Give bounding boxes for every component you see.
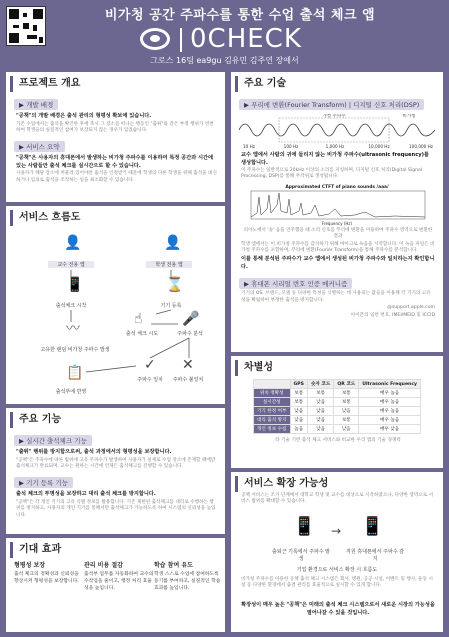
check-start-label: 출석 체크 시도 bbox=[125, 331, 159, 337]
flow-arrows bbox=[6, 206, 225, 404]
frequency-scale bbox=[239, 114, 435, 150]
freq-tick: 1,000 Hz bbox=[325, 144, 345, 149]
expand-note: 비가청 주파수를 이용한 공책 출석 체크 시스템은 회사, 병원, 공공 시설, 이벤트 및 행사, 운동 시설 등 다양한 환경에서 출결 관리를 효율적으로 실시할 수 있게 합니다. bbox=[241, 577, 433, 589]
arrow-caption: 기업 환경으로 서비스 확장 시 흐름도 bbox=[296, 567, 378, 573]
features-card bbox=[6, 408, 225, 534]
spectrum-plot bbox=[245, 183, 429, 227]
device-main: 출석 체크의 투명성을 보장하고 대리 출석 체크를 방지합니다. bbox=[16, 491, 156, 498]
device-label: ▶ 기기 등록 기능 bbox=[14, 477, 73, 488]
check-icon: ✓ bbox=[144, 357, 156, 373]
overview-card bbox=[6, 72, 225, 202]
fft-note: 이를 통해 분석된 주파수가 교수 앱에서 생성된 비가청 주파수와 일치하는지 확인합니다. bbox=[241, 256, 435, 270]
summary-note: 사용자가 해당 장소에 머물러 있어야만 출석을 인정받기 때문에 학생의 다른 학생을 위해 출석을 대신하거나 임의로 출석을 조작하는 일을 최소화할 수 있습니다. bbox=[16, 171, 217, 183]
id-main: 기기의 OS, 브랜드, 모델 등 다양한 특성을 식별하는 데 사용되는 값들을 이용해 각 기기의 고유성을 확립하여 부정한 출석을 방지합니다. bbox=[241, 291, 431, 303]
fourier-label: ▶ 푸리에 변환(Fourier Transform) | 디지털 신호 처리(DSP) bbox=[239, 99, 424, 110]
reflect-label: 출석부에 반영 bbox=[55, 389, 87, 395]
poster-header bbox=[0, 0, 449, 68]
mismatch-label: 주파수 불일치 bbox=[172, 377, 204, 383]
inaudible-label: 비가청 bbox=[402, 114, 416, 119]
expand-closing: 확장성이 매우 높은 "공책"은 미래의 출석 체크 시스템으로서 새로운 시장의 가능성을 열어나갈 수 있을 것입니다. bbox=[241, 602, 435, 616]
professor-icon: 👤 bbox=[64, 235, 82, 251]
cross-icon: ✕ bbox=[182, 357, 194, 373]
checklist-icon: 📋 bbox=[66, 365, 84, 381]
effects-heading: 기대 효과 bbox=[10, 542, 225, 558]
bg-label: ▶ 개발 배경 bbox=[14, 99, 58, 110]
authors-line: 그로스 16팀 ea9gu 김유민 김주연 장예서 bbox=[150, 56, 299, 65]
app-name: 0CHECK bbox=[190, 24, 302, 54]
professor-app-label: 교수 전용 앱 bbox=[48, 261, 94, 268]
expand-heading: 서비스 확장 가능성 bbox=[235, 476, 443, 492]
flow-heading: 서비스 흐름도 bbox=[10, 210, 225, 226]
summary-main: "공책"은 사용자의 휴대폰에서 발생하는 비가청 주파수를 이용하여 특정 공간과 시간에 있는 사람들만 출석 체크를 실시간으로 할 수 있습니다. bbox=[16, 155, 214, 169]
hand-touch-icon: ☝ bbox=[134, 311, 143, 327]
spectrum-xlabel: Frequency (Hz) bbox=[321, 220, 353, 226]
frequency-analysis-label: 주파수 분석 bbox=[177, 331, 203, 337]
audible-label: 가청 주파수 bbox=[322, 114, 346, 119]
office-phone-icon: 📱 bbox=[293, 516, 316, 537]
freq-tick: 100 Hz bbox=[283, 144, 299, 149]
tech-card bbox=[231, 72, 443, 352]
freq-tick: 10 Hz bbox=[242, 144, 256, 149]
left-caption: 출퇴근 기록에서 주파수 발생 bbox=[272, 549, 330, 562]
realtime-main: "출튀" 행위를 방지함으로써, 출석 과정에서의 형평성을 보장합니다. bbox=[16, 449, 172, 455]
table-row: 개인 정보 수집 높음 낮음 낮음 매우 낮음 bbox=[253, 425, 420, 434]
hourglass-icon: ⌛ bbox=[166, 277, 184, 293]
attendance-start-label: 출석체크 시작 bbox=[55, 303, 87, 309]
summary-label: ▶ 서비스 요약 bbox=[14, 141, 65, 152]
realtime-note: "공책"은 주파수에 따른 범위에 고유 주파수가 발생하여 사용자가 실제로 수업 장소에 존재할 때에만 출석체크가 완료되며, 교수는 원하는 시간에 언제든 출석체크를 진행할 수 있습니다. bbox=[16, 457, 216, 469]
diff-caption: 타 기술 기반 출석 체크 서비스와 비교한 우리 앱의 기술 경쟁력 bbox=[275, 438, 401, 443]
bg-note: 기존 수업에서는 출석을 확인한 후에 즉시 그 장소를 떠나는 행동인 "출튀"와 같은 부정 행위가 빈번하여 학생들의 실질적인 참여가 보장되지 않는 경우가 있었습니다. bbox=[16, 121, 214, 133]
microphone-icon: 🎤 bbox=[182, 311, 200, 327]
effect-col-3: 학습 참여 유도 학생 스스로 수업에 참여하도록 동기를 부여하고, 실질적인 학습 효과를 높입니다. bbox=[154, 562, 221, 591]
device-register-label: 기기 등록 bbox=[160, 303, 182, 309]
id-source: @support.apple.com bbox=[387, 305, 435, 311]
freq-tick: 100,000 Hz bbox=[409, 144, 433, 149]
effect-col-2: 관리 비용 절감 출석부 업무를 자동화하여 교수의 수작업을 줄이고, 행정 처리 효율성을 높입니다. bbox=[84, 562, 154, 591]
student-icon: 👤 bbox=[164, 235, 182, 251]
comparison-table: GPS 숫자 코드 QR 코드 Ultrasonic Frequency 위치 정확성 보통 보통 보통 매우 높음 실시간성 보통 낮음 보통 매우 높음 기기 한정 여부 낮음 낮음 낮음 매우 높음 대리 출석 방지 낮음 낮음 보통 매우 높음 개인 정보 수집 높음 낮음 낮음 매우 낮음 bbox=[253, 379, 421, 434]
poster-title: 비가청 공간 주파수를 통한 수업 출석 체크 앱 bbox=[104, 8, 376, 23]
frequency-emit-label: 고유한 랜덤 비가청 주파수 발생 bbox=[40, 347, 110, 353]
emit-note: 이 주파수는 일반적으로 20kHz 이상의 소리를 지칭하며, 디지털 신호 처리(Digital Signal Processing, DSP)를 통해 무작위로 생성됩니다. bbox=[241, 168, 423, 180]
tech-heading: 주요 기술 bbox=[235, 76, 443, 92]
expand-card bbox=[231, 472, 443, 632]
bg-main: "공책"의 개발 배경은 출석 관리의 형평성 확보에 있습니다. bbox=[16, 113, 152, 119]
diff-heading: 차별성 bbox=[235, 360, 443, 376]
id-label: ▶ 휴대폰 시리얼 번호 인증 메커니즘 bbox=[239, 278, 352, 289]
logo-ring-icon bbox=[140, 28, 170, 50]
table-row: 기기 한정 여부 낮음 낮음 낮음 매우 높음 bbox=[253, 407, 420, 416]
record-main: 피아노에서 '솔' 음을 연주했을 때 소리 신호를 푸리에 변환을 이용하여 주파수 영역으로 변환한 결과 bbox=[243, 227, 433, 240]
match-label: 주파수 일치 bbox=[137, 377, 163, 383]
overview-heading: 프로젝트 개요 bbox=[10, 76, 225, 92]
flow-card bbox=[6, 206, 225, 404]
qr-code[interactable] bbox=[6, 6, 46, 46]
spectrum-title: Approximated CTFT of piano sounds /aaa/ bbox=[285, 184, 389, 190]
right-caption: 직원 휴대폰에서 주파수 감지 bbox=[346, 549, 404, 562]
effect-col-1: 형평성 보장 출석 체크의 정확성과 신뢰성을 향상시켜 형평성을 보장합니다. bbox=[14, 562, 79, 584]
id-caption: 아이폰의 일련 번호, IMEI/MEID 및 ICCID bbox=[350, 312, 435, 318]
fft-main: 학생 앱에서는 이 비가청 주파수를 감지하기 위해 마이크로 녹음을 시작합니다. 이 녹음 파일은 비가청 주파수를 포함하며, 푸리에 변환(Fourier Transform)을 통해 주파수를 분석합니다. bbox=[241, 241, 435, 254]
freq-tick: 10,000 Hz bbox=[368, 144, 390, 149]
employee-phone-icon: 📱 bbox=[361, 516, 384, 537]
realtime-label: ▶ 실시간 출석체크 기능 bbox=[14, 435, 92, 446]
sound-wave-icon: 〰 bbox=[66, 321, 80, 337]
expand-intro: 공책 서비스는 조기 단계에서 대학교 학생 및 교수를 대상으로 시작하였으나, 다양한 영역으로 서비스 범위를 확대할 수 있습니다. bbox=[241, 493, 434, 505]
phone-icon: 📱 bbox=[66, 277, 84, 293]
effects-card bbox=[6, 538, 225, 632]
device-note: "공책"은 각 개인 기기의 고유 식별 정보를 활용합니다. 기존 제한된 출석체크를 대리로 수행하는 행위를 방지하고, 사용자의 개인 기기를 통해서만 출석체크가 가능하도록 하여 시스템의 신뢰성을 높입니다. bbox=[16, 499, 216, 518]
diff-card bbox=[231, 356, 443, 468]
arrow-right-icon: → bbox=[331, 524, 342, 538]
table-row: 대리 출석 방지 낮음 낮음 보통 매우 높음 bbox=[253, 416, 420, 425]
app-logo bbox=[140, 24, 330, 58]
emit-main: 교수 앱에서 사람의 귀에 들리지 않는 비가청 주파수(ultrasonic frequency)를 생성합니다. bbox=[241, 152, 430, 166]
student-app-label: 학생 전용 앱 bbox=[146, 261, 192, 268]
features-heading: 주요 기능 bbox=[10, 412, 225, 428]
table-row: 위치 정확성 보통 보통 보통 매우 높음 bbox=[253, 389, 420, 398]
table-row: 실시간성 보통 낮음 보통 매우 높음 bbox=[253, 398, 420, 407]
